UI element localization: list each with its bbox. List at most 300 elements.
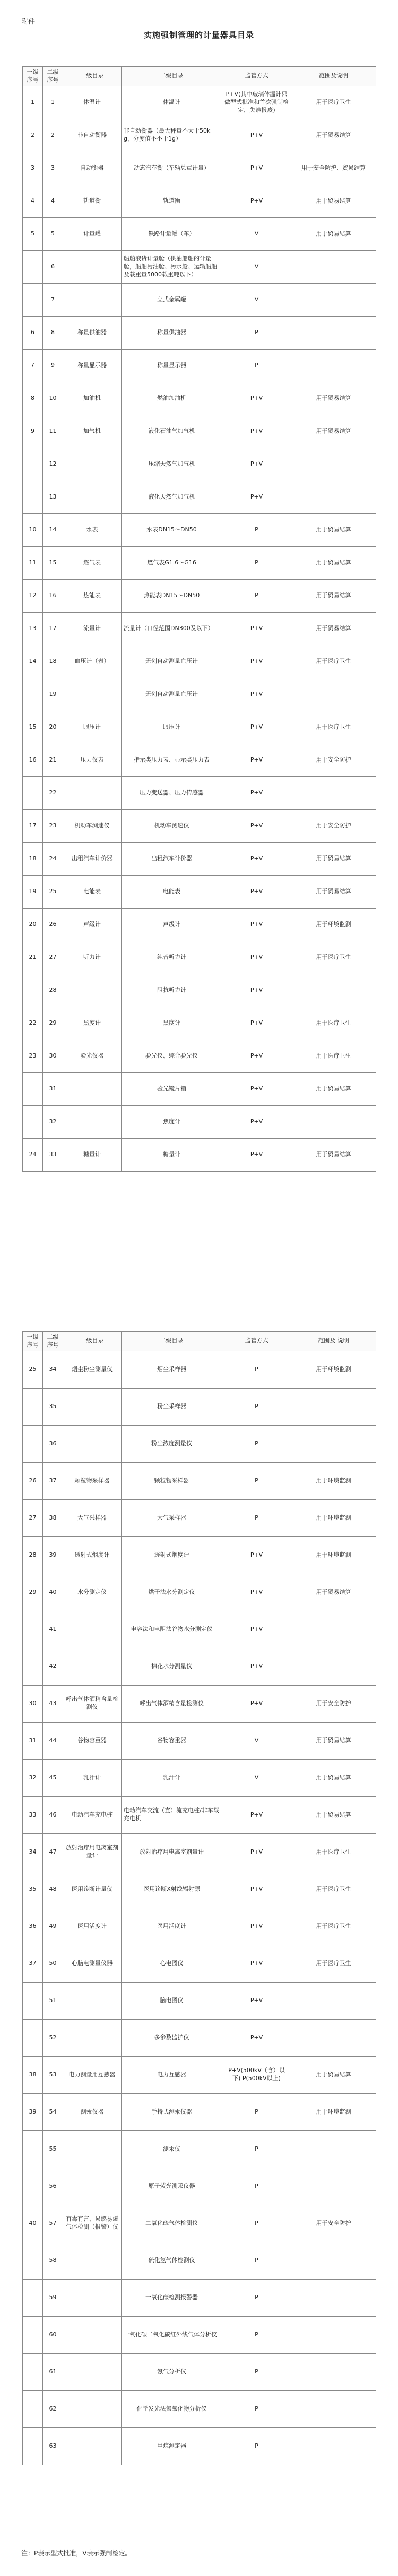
first-level-no-cell: 20 (23, 908, 43, 941)
table-row (23, 711, 376, 744)
supervision-method-cell: P+V (222, 1138, 291, 1171)
supervision-method-cell: P (222, 1462, 291, 1499)
second-level-no-cell: 11 (43, 415, 63, 448)
first-level-catalog-cell (63, 776, 122, 809)
second-level-no-cell: 48 (43, 1871, 63, 1908)
supervision-method-cell: P+V (222, 809, 291, 842)
table-row (23, 2093, 376, 2130)
header-cell: 一级序号 (23, 67, 43, 86)
first-level-catalog-cell: 电能表 (63, 875, 122, 908)
first-level-catalog-cell (63, 283, 122, 316)
supervision-method-cell: P (222, 2427, 291, 2465)
first-level-catalog-cell: 医用诊断计量仪 (63, 1871, 122, 1908)
supervision-method-cell: P+V (222, 1040, 291, 1072)
first-level-catalog-cell (63, 2427, 122, 2465)
second-level-catalog-cell: 化学发光法氮氧化物分析仪 (122, 2390, 222, 2427)
second-level-no-cell: 18 (43, 645, 63, 678)
first-level-no-cell: 9 (23, 415, 43, 448)
footnote: 注：P表示型式批准，V表示强制检定。 (21, 2549, 132, 2557)
supervision-method-cell: P (222, 2279, 291, 2316)
second-level-catalog-cell: 甲烷测定器 (122, 2427, 222, 2465)
first-level-no-cell: 7 (23, 349, 43, 382)
second-level-catalog-cell: 放射治疗用电离室剂量计 (122, 1833, 222, 1871)
second-level-no-cell: 61 (43, 2353, 63, 2390)
second-level-catalog-cell: 原子荧光测汞仪器 (122, 2168, 222, 2205)
table-row (23, 1908, 376, 1945)
scope-note-cell: 用于医疗卫生 (291, 86, 376, 119)
second-level-catalog-cell: 声级计 (122, 908, 222, 941)
first-level-no-cell (23, 448, 43, 481)
table-row (23, 1105, 376, 1138)
scope-note-cell (291, 2279, 376, 2316)
attachment-label: 附件 (21, 18, 36, 26)
header-cell: 监管方式 (222, 67, 291, 86)
first-level-catalog-cell (63, 2353, 122, 2390)
table-row (23, 316, 376, 349)
scope-note-cell: 用于医疗卫生 (291, 941, 376, 974)
second-level-no-cell: 36 (43, 1425, 63, 1462)
first-level-no-cell: 6 (23, 316, 43, 349)
second-level-catalog-cell: 出租汽车计价器 (122, 842, 222, 875)
table-row (23, 1462, 376, 1499)
header-cell: 二级序号 (43, 1332, 63, 1351)
first-level-catalog-cell (63, 1648, 122, 1685)
scope-note-cell (291, 2427, 376, 2465)
table-row (23, 217, 376, 250)
header-cell: 一级目录 (63, 1332, 122, 1351)
first-level-catalog-cell: 黑度计 (63, 1007, 122, 1040)
first-level-catalog-cell (63, 2130, 122, 2168)
table-row (23, 1007, 376, 1040)
supervision-method-cell: P (222, 2390, 291, 2427)
scope-note-cell: 用于贸易结算 (291, 1722, 376, 1759)
first-level-catalog-cell (63, 1388, 122, 1425)
second-level-catalog-cell: 称量供油器 (122, 316, 222, 349)
first-level-no-cell (23, 2390, 43, 2427)
first-level-catalog-cell: 测汞仪器 (63, 2093, 122, 2130)
table-row (23, 1685, 376, 1722)
first-level-no-cell: 35 (23, 1871, 43, 1908)
scope-note-cell (291, 316, 376, 349)
table-row (23, 1982, 376, 2019)
second-level-no-cell: 41 (43, 1611, 63, 1648)
first-level-no-cell (23, 2130, 43, 2168)
second-level-no-cell: 25 (43, 875, 63, 908)
second-level-no-cell: 29 (43, 1007, 63, 1040)
first-level-catalog-cell: 乳汁计 (63, 1759, 122, 1796)
table-row (23, 86, 376, 119)
first-level-no-cell: 17 (23, 809, 43, 842)
scope-note-cell: 用于贸易结算 (291, 1072, 376, 1105)
supervision-method-cell: P (222, 349, 291, 382)
second-level-catalog-cell: 立式金属罐 (122, 283, 222, 316)
table-header-row (23, 1332, 376, 1351)
second-level-catalog-cell: 压力变送器、压力传感器 (122, 776, 222, 809)
scope-note-cell: 用于安全防护 (291, 1685, 376, 1722)
first-level-catalog-cell: 计量罐 (63, 217, 122, 250)
second-level-no-cell: 38 (43, 1499, 63, 1536)
scope-note-cell: 用于贸易结算 (291, 612, 376, 645)
scope-note-cell (291, 1648, 376, 1685)
first-level-catalog-cell (63, 1611, 122, 1648)
first-level-no-cell (23, 2427, 43, 2465)
second-level-catalog-cell: 医用活度计 (122, 1908, 222, 1945)
table-row (23, 2168, 376, 2205)
second-level-catalog-cell: 大气采样器 (122, 1499, 222, 1536)
first-level-catalog-cell (63, 1072, 122, 1105)
first-level-no-cell: 15 (23, 711, 43, 744)
scope-note-cell (291, 2390, 376, 2427)
supervision-method-cell: P (222, 579, 291, 612)
second-level-catalog-cell: 船舶液货计量舱（供油船舶的计量舱，船舶污油舱、污水舱、运输船舶及载重量5000载重吨以下） (122, 250, 222, 283)
table-row (23, 2316, 376, 2353)
second-level-no-cell: 4 (43, 185, 63, 217)
second-level-catalog-cell: 一氧化碳检测报警器 (122, 2279, 222, 2316)
second-level-catalog-cell: 乳汁计 (122, 1759, 222, 1796)
second-level-catalog-cell: 眼压计 (122, 711, 222, 744)
second-level-no-cell: 53 (43, 2056, 63, 2093)
supervision-method-cell: P (222, 2168, 291, 2205)
scope-note-cell: 用于环境监测 (291, 908, 376, 941)
first-level-catalog-cell: 轨道衡 (63, 185, 122, 217)
second-level-catalog-cell: 压缩天然气加气机 (122, 448, 222, 481)
second-level-no-cell: 22 (43, 776, 63, 809)
second-level-catalog-cell: 棉花水分测量仪 (122, 1648, 222, 1685)
second-level-no-cell: 44 (43, 1722, 63, 1759)
first-level-no-cell (23, 2242, 43, 2279)
supervision-method-cell: P+V (222, 1574, 291, 1611)
table-row (23, 1648, 376, 1685)
first-level-catalog-cell (63, 678, 122, 711)
first-level-catalog-cell (63, 2019, 122, 2056)
first-level-no-cell (23, 2168, 43, 2205)
scope-note-cell (291, 2353, 376, 2390)
first-level-no-cell: 19 (23, 875, 43, 908)
second-level-catalog-cell: 非自动衡器（最大秤量不大于50kg，分度值不小于1g） (122, 119, 222, 152)
second-level-no-cell: 8 (43, 316, 63, 349)
table-row (23, 382, 376, 415)
table-row (23, 744, 376, 776)
scope-note-cell: 用于贸易结算 (291, 415, 376, 448)
table-row (23, 250, 376, 283)
scope-note-cell (291, 1105, 376, 1138)
supervision-method-cell: V (222, 217, 291, 250)
first-level-catalog-cell: 燃气表 (63, 546, 122, 579)
scope-note-cell (291, 2316, 376, 2353)
scope-note-cell (291, 2168, 376, 2205)
second-level-catalog-cell: 无创自动测量血压计 (122, 645, 222, 678)
first-level-no-cell (23, 2353, 43, 2390)
scope-note-cell: 用于环境监测 (291, 1351, 376, 1388)
table-row (23, 1945, 376, 1982)
table-row (23, 842, 376, 875)
supervision-method-cell: P+V (222, 1611, 291, 1648)
second-level-catalog-cell: 电容法和电阻法谷物水分测定仪 (122, 1611, 222, 1648)
second-level-catalog-cell: 验光镜片箱 (122, 1072, 222, 1105)
table-row (23, 776, 376, 809)
second-level-catalog-cell: 粉尘浓度测量仪 (122, 1425, 222, 1462)
first-level-catalog-cell (63, 2316, 122, 2353)
second-level-no-cell: 9 (43, 349, 63, 382)
first-level-catalog-cell: 烟尘粉尘测量仪 (63, 1351, 122, 1388)
first-level-no-cell: 14 (23, 645, 43, 678)
first-level-catalog-cell: 放射治疗用电离室剂量计 (63, 1833, 122, 1871)
second-level-no-cell: 60 (43, 2316, 63, 2353)
second-level-no-cell: 37 (43, 1462, 63, 1499)
first-level-no-cell (23, 678, 43, 711)
supervision-method-cell: P+V (222, 1072, 291, 1105)
supervision-method-cell: P+V (222, 842, 291, 875)
first-level-no-cell: 4 (23, 185, 43, 217)
table-row (23, 1138, 376, 1171)
catalog-table-part-1 (22, 66, 376, 1172)
second-level-catalog-cell: 液化天然气加气机 (122, 481, 222, 513)
first-level-no-cell (23, 2316, 43, 2353)
first-level-no-cell (23, 1105, 43, 1138)
scope-note-cell: 用于贸易结算 (291, 1796, 376, 1833)
table-row (23, 1871, 376, 1908)
second-level-catalog-cell: 呼出气体酒精含量检测仪 (122, 1685, 222, 1722)
supervision-method-cell: P+V (222, 1536, 291, 1574)
first-level-catalog-cell (63, 2168, 122, 2205)
table-row (23, 974, 376, 1007)
first-level-no-cell: 33 (23, 1796, 43, 1833)
first-level-no-cell: 34 (23, 1833, 43, 1871)
second-level-catalog-cell: 二氧化硫气体检测仪 (122, 2205, 222, 2242)
first-level-catalog-cell (63, 250, 122, 283)
supervision-method-cell: P+V (222, 2019, 291, 2056)
table-row (23, 448, 376, 481)
second-level-no-cell: 58 (43, 2242, 63, 2279)
first-level-catalog-cell: 验光仪器 (63, 1040, 122, 1072)
second-level-no-cell: 57 (43, 2205, 63, 2242)
supervision-method-cell: P+V (222, 1796, 291, 1833)
table-row (23, 1072, 376, 1105)
second-level-catalog-cell: 糖量计 (122, 1138, 222, 1171)
second-level-no-cell: 2 (43, 119, 63, 152)
supervision-method-cell: P (222, 1425, 291, 1462)
second-level-no-cell: 42 (43, 1648, 63, 1685)
second-level-catalog-cell: 脑电图仪 (122, 1982, 222, 2019)
supervision-method-cell: P (222, 316, 291, 349)
scope-note-cell: 用于环境监测 (291, 1462, 376, 1499)
second-level-catalog-cell: 机动车测速仪 (122, 809, 222, 842)
first-level-no-cell: 40 (23, 2205, 43, 2242)
second-level-no-cell: 24 (43, 842, 63, 875)
supervision-method-cell: P+V (222, 744, 291, 776)
scope-note-cell: 用于医疗卫生 (291, 645, 376, 678)
table-header-row (23, 67, 376, 86)
table-row (23, 2427, 376, 2465)
scope-note-cell (291, 283, 376, 316)
first-level-no-cell (23, 1982, 43, 2019)
first-level-no-cell: 24 (23, 1138, 43, 1171)
scope-note-cell: 用于环境监测 (291, 1536, 376, 1574)
first-level-catalog-cell (63, 2279, 122, 2316)
second-level-catalog-cell: 液化石油气加气机 (122, 415, 222, 448)
scope-note-cell: 用于医疗卫生 (291, 1833, 376, 1871)
second-level-catalog-cell: 心电图仪 (122, 1945, 222, 1982)
scope-note-cell: 用于医疗卫生 (291, 711, 376, 744)
supervision-method-cell: P (222, 2093, 291, 2130)
table-row (23, 2390, 376, 2427)
second-level-catalog-cell: 纯音听力计 (122, 941, 222, 974)
table-row (23, 1611, 376, 1648)
scope-note-cell: 用于贸易结算 (291, 579, 376, 612)
second-level-catalog-cell: 粉尘采样器 (122, 1388, 222, 1425)
supervision-method-cell: P+V (222, 711, 291, 744)
first-level-no-cell (23, 1072, 43, 1105)
table-row (23, 1796, 376, 1833)
first-level-catalog-cell: 称量供油器 (63, 316, 122, 349)
first-level-no-cell: 37 (23, 1945, 43, 1982)
second-level-catalog-cell: 热能表DN15～DN50 (122, 579, 222, 612)
supervision-method-cell: V (222, 283, 291, 316)
first-level-catalog-cell: 有毒有害、易燃易爆气体检测（报警）仪 (63, 2205, 122, 2242)
second-level-no-cell: 19 (43, 678, 63, 711)
scope-note-cell: 用于贸易结算 (291, 546, 376, 579)
scope-note-cell: 用于安全防护、贸易结算 (291, 152, 376, 185)
second-level-no-cell: 3 (43, 152, 63, 185)
first-level-no-cell: 38 (23, 2056, 43, 2093)
first-level-no-cell: 31 (23, 1722, 43, 1759)
scope-note-cell (291, 678, 376, 711)
second-level-catalog-cell: 电力互感器 (122, 2056, 222, 2093)
second-level-catalog-cell: 流量计（口径范围DN300及以下） (122, 612, 222, 645)
first-level-catalog-cell: 加油机 (63, 382, 122, 415)
table-row (23, 349, 376, 382)
first-level-no-cell: 2 (23, 119, 43, 152)
first-level-no-cell: 39 (23, 2093, 43, 2130)
first-level-no-cell: 32 (23, 1759, 43, 1796)
header-cell: 二级目录 (122, 1332, 222, 1351)
second-level-no-cell: 39 (43, 1536, 63, 1574)
scope-note-cell: 用于医疗卫生 (291, 1007, 376, 1040)
first-level-catalog-cell: 听力计 (63, 941, 122, 974)
scope-note-cell: 用于贸易结算 (291, 217, 376, 250)
second-level-catalog-cell: 指示类压力表、显示类压力表 (122, 744, 222, 776)
second-level-no-cell: 46 (43, 1796, 63, 1833)
table-row (23, 1388, 376, 1425)
scope-note-cell (291, 1388, 376, 1425)
first-level-no-cell: 3 (23, 152, 43, 185)
first-level-no-cell: 5 (23, 217, 43, 250)
second-level-catalog-cell: 谷物容重器 (122, 1722, 222, 1759)
second-level-no-cell: 51 (43, 1982, 63, 2019)
first-level-catalog-cell: 非自动衡器 (63, 119, 122, 152)
second-level-no-cell: 6 (43, 250, 63, 283)
first-level-no-cell: 16 (23, 744, 43, 776)
first-level-no-cell: 29 (23, 1574, 43, 1611)
second-level-no-cell: 13 (43, 481, 63, 513)
scope-note-cell (291, 349, 376, 382)
second-level-no-cell: 34 (43, 1351, 63, 1388)
table-row (23, 546, 376, 579)
second-level-catalog-cell: 燃气表G1.6～G16 (122, 546, 222, 579)
first-level-no-cell (23, 2019, 43, 2056)
supervision-method-cell: P+V (222, 776, 291, 809)
table-row (23, 1499, 376, 1536)
table-row (23, 119, 376, 152)
first-level-no-cell: 21 (23, 941, 43, 974)
second-level-no-cell: 28 (43, 974, 63, 1007)
second-level-no-cell: 17 (43, 612, 63, 645)
scope-note-cell (291, 1425, 376, 1462)
second-level-catalog-cell: 无创自动测量血压计 (122, 678, 222, 711)
scope-note-cell: 用于安全防护 (291, 809, 376, 842)
table-row (23, 875, 376, 908)
second-level-no-cell: 21 (43, 744, 63, 776)
table-row (23, 579, 376, 612)
scope-note-cell: 用于贸易结算 (291, 513, 376, 546)
supervision-method-cell: P (222, 2316, 291, 2353)
first-level-no-cell: 12 (23, 579, 43, 612)
second-level-no-cell: 16 (43, 579, 63, 612)
supervision-method-cell: P+V (222, 1833, 291, 1871)
first-level-no-cell (23, 283, 43, 316)
scope-note-cell (291, 448, 376, 481)
table-row (23, 1040, 376, 1072)
second-level-no-cell: 62 (43, 2390, 63, 2427)
second-level-catalog-cell: 动态汽车衡（车辆总重计量） (122, 152, 222, 185)
second-level-catalog-cell: 焦度计 (122, 1105, 222, 1138)
second-level-catalog-cell: 水表DN15～DN50 (122, 513, 222, 546)
first-level-no-cell (23, 1388, 43, 1425)
document-title: 实施强制管理的计量器具目录 (143, 30, 254, 40)
table-row (23, 941, 376, 974)
first-level-catalog-cell (63, 1105, 122, 1138)
second-level-catalog-cell: 阻抗听力计 (122, 974, 222, 1007)
second-level-no-cell: 45 (43, 1759, 63, 1796)
second-level-no-cell: 32 (43, 1105, 63, 1138)
scope-note-cell (291, 2242, 376, 2279)
first-level-no-cell (23, 1425, 43, 1462)
supervision-method-cell: P (222, 1351, 291, 1388)
second-level-catalog-cell: 氨气分析仪 (122, 2353, 222, 2390)
first-level-catalog-cell: 热能表 (63, 579, 122, 612)
first-level-catalog-cell: 眼压计 (63, 711, 122, 744)
scope-note-cell (291, 974, 376, 1007)
second-level-catalog-cell: 硫化氢气体检测仪 (122, 2242, 222, 2279)
second-level-no-cell: 27 (43, 941, 63, 974)
first-level-no-cell: 13 (23, 612, 43, 645)
second-level-no-cell: 35 (43, 1388, 63, 1425)
first-level-no-cell (23, 2279, 43, 2316)
first-level-no-cell: 10 (23, 513, 43, 546)
second-level-no-cell: 33 (43, 1138, 63, 1171)
table-row (23, 415, 376, 448)
table-row (23, 2279, 376, 2316)
table-row (23, 1425, 376, 1462)
supervision-method-cell: V (222, 250, 291, 283)
scope-note-cell (291, 2130, 376, 2168)
first-level-no-cell: 28 (23, 1536, 43, 1574)
second-level-catalog-cell: 烘干法水分测定仪 (122, 1574, 222, 1611)
second-level-no-cell: 55 (43, 2130, 63, 2168)
supervision-method-cell: P (222, 546, 291, 579)
supervision-method-cell: P (222, 2353, 291, 2390)
table-row (23, 513, 376, 546)
second-level-no-cell: 50 (43, 1945, 63, 1982)
first-level-catalog-cell (63, 974, 122, 1007)
scope-note-cell: 用于医疗卫生 (291, 1871, 376, 1908)
scope-note-cell: 用于贸易结算 (291, 842, 376, 875)
second-level-catalog-cell: 黑度计 (122, 1007, 222, 1040)
first-level-no-cell: 11 (23, 546, 43, 579)
second-level-catalog-cell: 体温计 (122, 86, 222, 119)
second-level-catalog-cell: 电动汽车交流（直）流充电桩/非车载充电机 (122, 1796, 222, 1833)
second-level-no-cell: 26 (43, 908, 63, 941)
